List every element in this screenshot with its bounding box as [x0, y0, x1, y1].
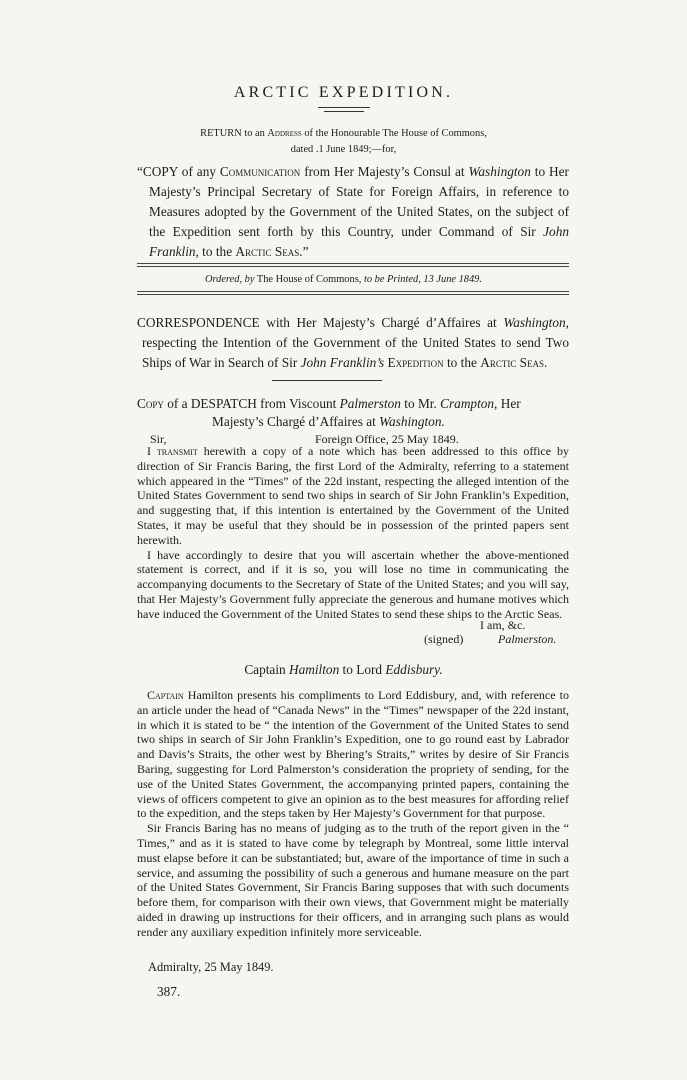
despatch-salutation: Sir, [150, 432, 167, 446]
copy-communication: Communication [219, 164, 301, 179]
despatch-body [137, 444, 569, 622]
copy-john-franklin: John Franklin, [149, 224, 569, 259]
return-lead: RETURN [200, 128, 242, 139]
capt-eddisbury: Eddisbury. [385, 662, 443, 677]
copy-close: .” [299, 244, 309, 259]
despatch-p1-lead: I transmit [147, 444, 198, 458]
captain-p1-lead: Captain [147, 688, 184, 702]
despatch-paragraph-1 [137, 444, 569, 548]
despatch-place-date: Foreign Office, 25 May 1849. [315, 432, 459, 446]
corr-expedition: Expedition [387, 355, 444, 370]
copy-order-paragraph [137, 162, 569, 262]
despatch-signature [498, 632, 556, 647]
section-divider [272, 380, 382, 381]
captain-paragraph-2 [137, 821, 569, 939]
copy-text-1: from Her Majesty’s Consul at [300, 164, 469, 179]
dated-line: dated .1 June 1849;—for, [290, 144, 397, 155]
despatch-crampton: Crampton, [440, 396, 498, 411]
return-address: Address [267, 128, 302, 139]
page-title: ARCTIC EXPEDITION. [233, 84, 454, 101]
corr-text-1: CORRESPONDENCE with Her Majesty’s Chargé d’Affaires at [137, 315, 504, 330]
despatch-signature-text: Palmerston. [498, 632, 557, 646]
capt-text-2: to Lord [339, 662, 386, 677]
despatch-closing: I am, &c. [480, 618, 526, 632]
lower-double-rule-2 [137, 294, 569, 295]
corr-seas: Seas. [519, 355, 548, 370]
captain-p2-text: Sir Francis Baring has no means of judging as to the truth of the report given in the “ Times,” and as it is stated to have come by telegraph by Montreal, some little interval must elapse before it can be substantiated; but, aware of the importance of time in such a service, and assuming the possibility of such a generous and humane measure on the part of the United States Government, Sir Francis Baring supposes that with such documents before them, for comparison with their own views, that Government might be materially aided in drawing up instructions for their officers, and in arranging such plans as would render any auxiliary expedition infinitely more serviceable. [137, 821, 569, 939]
corr-washington: Washington, [503, 315, 569, 330]
despatch-text-1: of a DESPATCH from Viscount [163, 396, 340, 411]
capt-text-1: Captain [244, 662, 289, 677]
upper-double-rule [137, 263, 569, 264]
despatch-heading-line2 [137, 413, 569, 431]
correspondence-heading [137, 313, 569, 373]
despatch-p1-text: herewith a copy of a note which has been addressed to this office by direction of Sir Francis Baring, the first Lord of the Admiralty, referring to a statement which appeared in the “Times” of the 22d instant, respecting the alleged intention of the United States Government to send two ships in search of Sir John Franklin’s Expedition, and suggesting that, if this intention is entertained by the Government of the United States, it may be useful that they should be in possession of the printed papers sent herewith. [137, 444, 570, 547]
captain-p1-text: Hamilton presents his compliments to Lord Eddisbury, and, with reference to an article under the head of “Canada News” in the “Times” newspaper of the 22d instant, in which it is stated to be “ the intention of the Government of the United States to send two ships in search of Sir John Franklin’s Expedition, one to go round east by Labrador and Davis’s Straits, the other west by Bhering’s Straits,” writes by desire of Sir Francis Baring, suggesting for Lord Palmerston’s consideration the propriety of sending, for the use of the United States Government, the accompanying printed papers, containing the views of officers competent to give an opinion as to the best measures for affording relief to the expedition, and the steps taken by Her Majesty’s Government for that purpose. [137, 688, 569, 821]
despatch-copy: Copy [137, 396, 164, 411]
despatch-palmerston: Palmerston [339, 396, 401, 411]
corr-text-2: respecting the Intention of the Government of the United States to send Two Ships of War in Search of Sir [142, 335, 569, 370]
corr-text-4: to the [443, 355, 481, 370]
captain-letter-heading [0, 662, 687, 678]
admiralty-place-date: Admiralty, 25 May 1849. [148, 960, 274, 974]
lower-double-rule [137, 291, 569, 292]
despatch-p2-text: I have accordingly to desire that you will ascertain whether the above-mentioned statement is correct, and if it is so, you will lose no time in communicating the accompanying documents to the Secretary of State of the United States; and you will say, that Her Majesty’s Government fully appreciate the generous and humane motives which have induced the Government of the United States to send these ships to the Arctic Seas. [137, 547, 569, 621]
return-to-an: to an [241, 128, 268, 139]
return-line [0, 128, 687, 139]
upper-double-rule-2 [137, 266, 569, 267]
page-number: 387. [157, 984, 181, 999]
captain-letter-body [137, 688, 569, 940]
despatch-line2-text: Majesty’s Chargé d’Affaires at [212, 414, 380, 429]
despatch-heading [137, 395, 569, 431]
title-rule-secondary [324, 111, 364, 112]
copy-open: “COPY of any [137, 164, 220, 179]
return-rest: of the Honourable The House of Commons, [301, 128, 487, 139]
title-rule [318, 107, 370, 108]
corr-arctic: Arctic [480, 355, 517, 370]
ordered-to-be-printed: to be Printed, [363, 274, 421, 285]
capt-hamilton: Hamilton [289, 662, 340, 677]
copy-text-2: to Her Majesty’s Principal Secretary of State for Foreign Affairs, in reference to Measures adopted by the Government of the United States, on the subject of the Expedition sent forth by this Country, under Command of Sir [149, 164, 569, 239]
ordered-date: 13 June 1849. [420, 274, 482, 285]
despatch-paragraph-2 [137, 548, 569, 622]
copy-text-3: to the [198, 244, 236, 259]
copy-arctic-seas: Arctic Seas [235, 244, 300, 259]
corr-john-franklins: John Franklin’s [300, 355, 385, 370]
despatch-signed: (signed) [424, 632, 464, 646]
captain-paragraph-1 [137, 688, 569, 821]
ordered-line [0, 274, 687, 285]
despatch-text-3: Her [497, 396, 521, 411]
ordered-text: The House of Commons, [254, 274, 364, 285]
despatch-text-2: to Mr. [400, 396, 441, 411]
ordered-by: Ordered, by [205, 274, 255, 285]
despatch-washington: Washington. [379, 414, 445, 429]
copy-washington: Washington [468, 164, 531, 179]
